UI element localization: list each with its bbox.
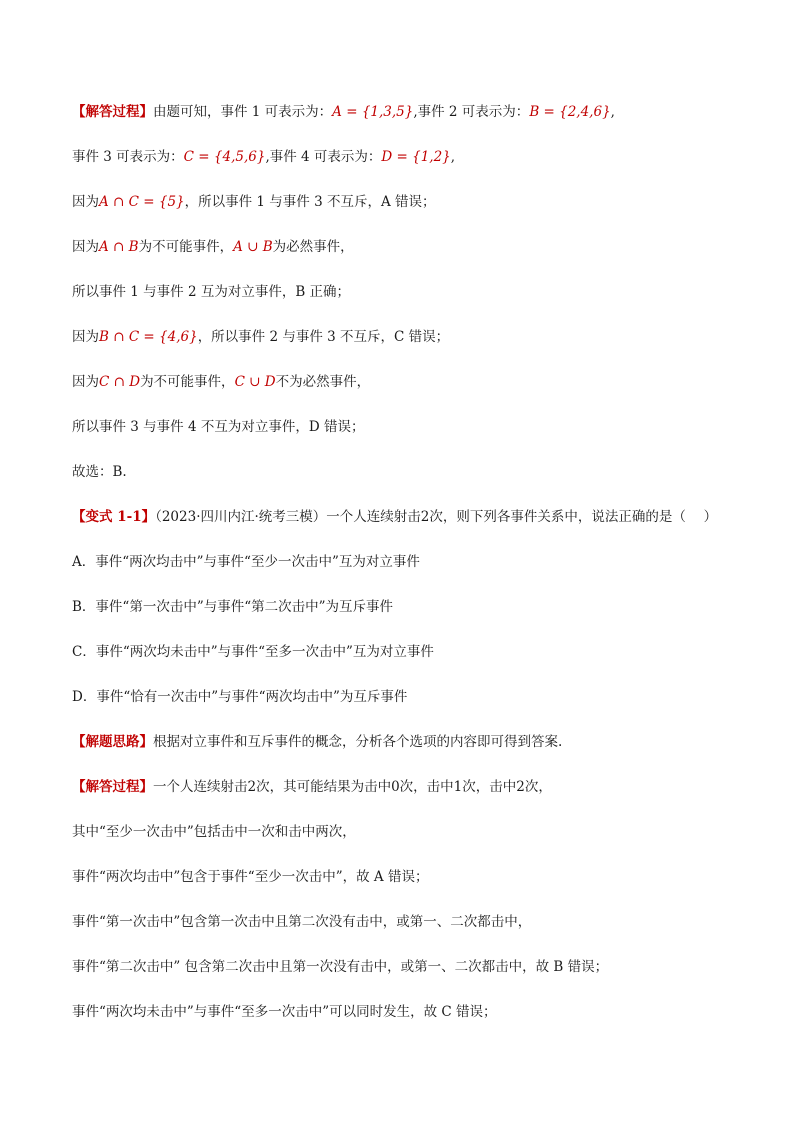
- math-expression: C = {4,5,6}: [183, 149, 266, 165]
- text-span: 根据对立事件和互斥事件的概念，分析各个选项的内容即可得到答案.: [153, 734, 563, 750]
- option-d: [72, 688, 407, 706]
- text-span: ,事件 4 可表示为：: [265, 149, 382, 165]
- text-line: [72, 283, 350, 301]
- text-span: 因为: [72, 239, 99, 255]
- text-line: [72, 373, 370, 391]
- text-span: 事件“第二次击中” 包含第二次击中且第一次没有击中，或第一、二次都击中，故 B 错误；: [72, 959, 609, 975]
- text-span: B．事件“第一次击中”与事件“第二次击中”为互斥事件: [72, 599, 394, 615]
- text-span: 其中“至少一次击中”包括击中一次和击中两次，: [72, 824, 356, 840]
- option-a: [72, 553, 420, 571]
- question-header: [72, 508, 717, 526]
- section-tag: 【变式 1-1】: [72, 509, 156, 525]
- text-line: [72, 193, 436, 211]
- math-expression: D = {1,2}: [381, 149, 451, 165]
- text-span: 为不可能事件，: [138, 239, 234, 255]
- text-span: 事件 3 可表示为：: [72, 149, 184, 165]
- text-span: （2023·四川内江·统考三模）一个人连续射击2次，则下列各事件关系中，说法正确的是（ ）: [155, 509, 718, 525]
- text-span: 故选：B.: [72, 464, 127, 480]
- text-line: [72, 103, 615, 121]
- section-tag: 【解答过程】: [72, 104, 153, 120]
- text-span: 事件“两次均击中”包含于事件“至少一次击中”，故 A 错误；: [72, 869, 429, 885]
- option-c: [72, 643, 434, 661]
- math-expression: A ∩ C = {5}: [99, 194, 185, 210]
- text-line: [72, 823, 356, 841]
- text-span: 因为: [72, 329, 99, 345]
- math-expression: B ∩ C = {4,6}: [99, 329, 198, 345]
- solution-process: [72, 778, 552, 796]
- text-line: [72, 913, 531, 931]
- math-expression: A ∪ B: [233, 239, 273, 255]
- text-span: C．事件“两次均未击中”与事件“至多一次击中”互为对立事件: [72, 644, 434, 660]
- text-span: 事件“第一次击中”包含第一次击中且第二次没有击中，或第一、二次都击中，: [72, 914, 532, 930]
- text-span: ,: [610, 104, 615, 120]
- text-span: 所以事件 3 与事件 4 不互为对立事件，D 错误；: [72, 419, 365, 435]
- text-span: ,事件 2 可表示为：: [413, 104, 530, 120]
- text-line: [72, 463, 127, 481]
- section-tag: 【解题思路】: [72, 734, 153, 750]
- math-expression: A ∩ B: [99, 239, 139, 255]
- text-span: 一个人连续射击2次，其可能结果为击中0次，击中1次，击中2次，: [153, 779, 552, 795]
- text-line: [72, 148, 455, 166]
- text-span: A．事件“两次均击中”与事件“至少一次击中”互为对立事件: [72, 554, 420, 570]
- text-span: 因为: [72, 374, 99, 390]
- math-expression: C ∪ D: [234, 374, 276, 390]
- section-tag: 【解答过程】: [72, 779, 153, 795]
- text-line: [72, 328, 449, 346]
- text-line: [72, 868, 428, 886]
- text-span: ，所以事件 2 与事件 3 不互斥，C 错误；: [197, 329, 450, 345]
- text-span: 为不可能事件，: [140, 374, 235, 390]
- text-span: ，所以事件 1 与事件 3 不互斥，A 错误；: [184, 194, 436, 210]
- math-expression: A = {1,3,5}: [332, 104, 414, 120]
- text-span: 因为: [72, 194, 99, 210]
- text-line: [72, 1003, 497, 1021]
- text-span: 事件“两次均未击中”与事件“至多一次击中”可以同时发生，故 C 错误；: [72, 1004, 497, 1020]
- text-span: 不为必然事件，: [275, 374, 371, 390]
- option-b: [72, 598, 393, 616]
- text-line: [72, 238, 354, 256]
- solution-idea: [72, 733, 562, 751]
- text-span: 为必然事件，: [272, 239, 354, 255]
- math-expression: B = {2,4,6}: [529, 104, 611, 120]
- text-span: D．事件“恰有一次击中”与事件“两次均击中”为互斥事件: [72, 689, 408, 705]
- text-span: 所以事件 1 与事件 2 互为对立事件，B 正确；: [72, 284, 351, 300]
- text-span: 由题可知，事件 1 可表示为：: [153, 104, 333, 120]
- text-line: [72, 958, 608, 976]
- text-line: [72, 418, 364, 436]
- math-expression: C ∩ D: [99, 374, 141, 390]
- text-span: ,: [450, 149, 456, 165]
